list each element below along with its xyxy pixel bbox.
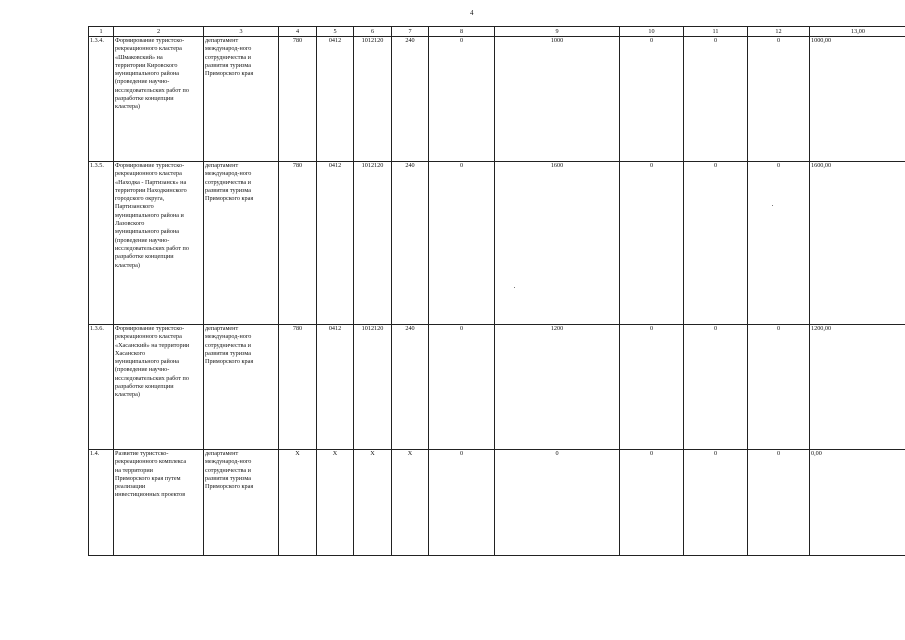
row-department: департамент международ-ного сотрудничества и развития туризма Приморского края bbox=[204, 450, 279, 556]
row-cell-12: 0 bbox=[748, 325, 810, 450]
row-total: 1600,00 bbox=[810, 162, 905, 325]
row-cell-7: 240 bbox=[392, 37, 429, 162]
row-code: 1.4. bbox=[89, 450, 114, 556]
row-cell-11: 0 bbox=[684, 162, 748, 325]
table-row bbox=[89, 325, 905, 450]
row-cell-10: 0 bbox=[620, 325, 684, 450]
page-number: 4 bbox=[470, 9, 474, 17]
row-cell-9: 1000 bbox=[495, 37, 620, 162]
table-row bbox=[89, 37, 905, 162]
row-cell-8: 0 bbox=[429, 162, 495, 325]
row-cell-11: 0 bbox=[684, 325, 748, 450]
header-cell: 8 bbox=[429, 27, 495, 37]
row-cell-6: X bbox=[354, 450, 392, 556]
table-row bbox=[89, 162, 905, 325]
row-cell-8: 0 bbox=[429, 37, 495, 162]
row-description: Формирование туристско- рекреационного кластера «Находка - Партизанск» на территории Находкинского городского округа, Партизанского муниципального района и Лазовского муниципального района (проведение научно- исследовательских работ по разработке концепции кластера) bbox=[114, 162, 204, 325]
header-cell: 10 bbox=[620, 27, 684, 37]
row-code: 1.3.6. bbox=[89, 325, 114, 450]
row-cell-11: 0 bbox=[684, 37, 748, 162]
header-cell: 6 bbox=[354, 27, 392, 37]
row-department: департамент международ-ного сотрудничества и развития туризма Приморского края bbox=[204, 37, 279, 162]
row-cell-12: 0 bbox=[748, 162, 810, 325]
row-department: департамент международ-ного сотрудничества и развития туризма Приморского края bbox=[204, 325, 279, 450]
row-total: 1200,00 bbox=[810, 325, 905, 450]
header-cell: 1 bbox=[89, 27, 114, 37]
row-cell-9: 1600 bbox=[495, 162, 620, 325]
row-cell-8: 0 bbox=[429, 450, 495, 556]
row-cell-10: 0 bbox=[620, 162, 684, 325]
header-cell: 3 bbox=[204, 27, 279, 37]
row-code: 1.3.4. bbox=[89, 37, 114, 162]
row-cell-5: 0412 bbox=[317, 162, 354, 325]
row-cell-9: 0 bbox=[495, 450, 620, 556]
row-cell-5: X bbox=[317, 450, 354, 556]
row-cell-6: 1012120 bbox=[354, 325, 392, 450]
row-cell-6: 1012120 bbox=[354, 162, 392, 325]
row-description: Формирование туристско- рекреационного кластера «Шмаковский» на территории Кировского муниципального района (проведение научно- исследовательских работ по разработке концепции кластера) bbox=[114, 37, 204, 162]
row-cell-4: X bbox=[279, 450, 317, 556]
row-code: 1.3.5. bbox=[89, 162, 114, 325]
table-row bbox=[89, 450, 905, 556]
header-cell: 13,00 bbox=[810, 27, 905, 37]
row-total: 0,00 bbox=[810, 450, 905, 556]
header-cell: 2 bbox=[114, 27, 204, 37]
row-cell-4: 780 bbox=[279, 37, 317, 162]
row-description: Формирование туристско- рекреационного кластера «Хасанский» на территории Хасанского муниципального района (проведение научно- исследовательских работ по разработке концепции кластера) bbox=[114, 325, 204, 450]
header-cell: 4 bbox=[279, 27, 317, 37]
row-cell-5: 0412 bbox=[317, 37, 354, 162]
row-cell-12: 0 bbox=[748, 37, 810, 162]
row-cell-8: 0 bbox=[429, 325, 495, 450]
row-cell-5: 0412 bbox=[317, 325, 354, 450]
scan-speck bbox=[514, 287, 515, 288]
table-header-row bbox=[89, 27, 905, 37]
header-cell: 12 bbox=[748, 27, 810, 37]
scan-speck bbox=[772, 205, 773, 206]
row-department: департамент международ-ного сотрудничества и развития туризма Приморского края bbox=[204, 162, 279, 325]
row-cell-10: 0 bbox=[620, 37, 684, 162]
header-cell: 7 bbox=[392, 27, 429, 37]
header-cell: 5 bbox=[317, 27, 354, 37]
row-cell-4: 780 bbox=[279, 325, 317, 450]
row-description: Развитие туристско- рекреационного комплекса на территории Приморского края путем реализации инвестиционных проектов bbox=[114, 450, 204, 556]
row-cell-11: 0 bbox=[684, 450, 748, 556]
row-total: 1000,00 bbox=[810, 37, 905, 162]
row-cell-7: X bbox=[392, 450, 429, 556]
header-cell: 9 bbox=[495, 27, 620, 37]
row-cell-6: 1012120 bbox=[354, 37, 392, 162]
row-cell-7: 240 bbox=[392, 325, 429, 450]
header-cell: 11 bbox=[684, 27, 748, 37]
row-cell-10: 0 bbox=[620, 450, 684, 556]
row-cell-4: 780 bbox=[279, 162, 317, 325]
budget-table bbox=[88, 26, 905, 556]
row-cell-9: 1200 bbox=[495, 325, 620, 450]
row-cell-12: 0 bbox=[748, 450, 810, 556]
row-cell-7: 240 bbox=[392, 162, 429, 325]
